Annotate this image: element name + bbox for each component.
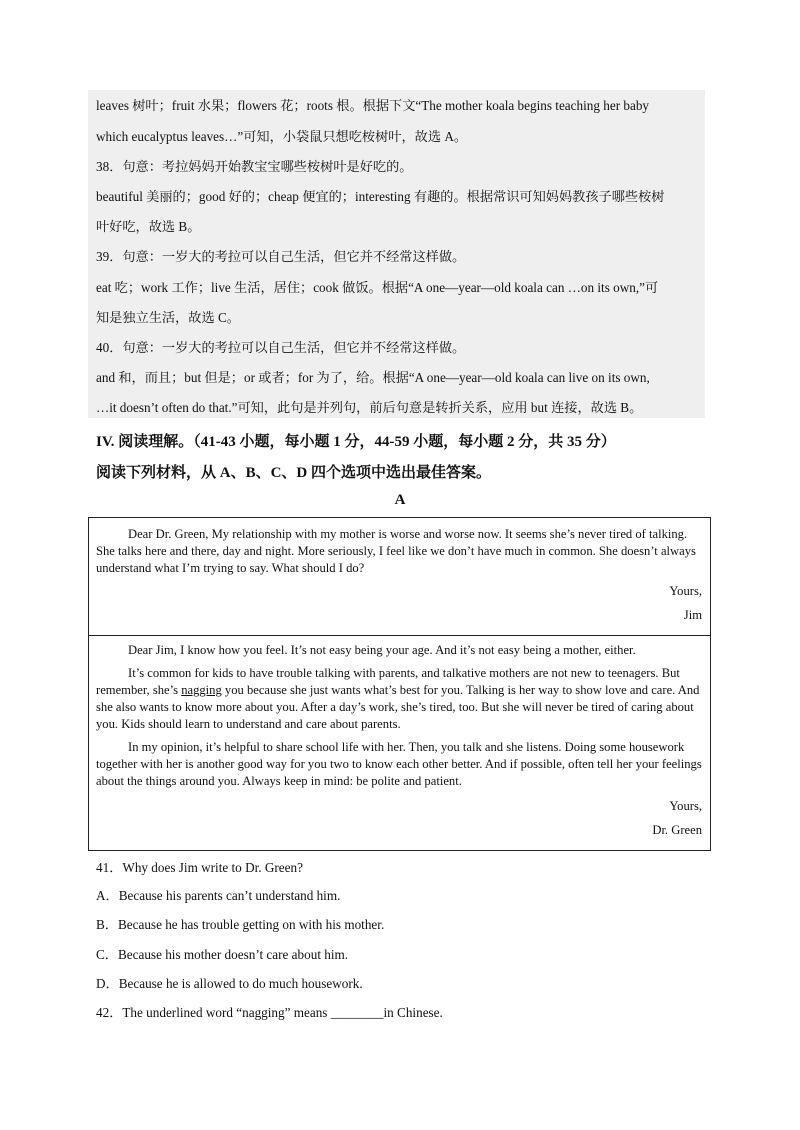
explanation-line: 39．句意：一岁大的考拉可以自己生活，但它并不经常这样做。 — [96, 249, 466, 264]
explanation-line: …it doesn’t often do that.”可知，此句是并列句，前后句意是转折关系，应用 but 连接，故选 B。 — [96, 400, 643, 415]
explanation-line: leaves 树叶；fruit 水果；flowers 花；roots 根。根据下文“The mother koala begins teaching her baby — [96, 98, 650, 113]
explanation-line: 知是独立生活，故选 C。 — [96, 310, 240, 325]
explanation-line: 38．句意：考拉妈妈开始教宝宝哪些桉树叶是好吃的。 — [96, 159, 413, 174]
explanation-line: eat 吃；work 工作；live 生活，居住；cook 做饭。根据“A one—year—old koala can …on its own,”可 — [96, 280, 659, 295]
letter-closing: Yours, — [669, 799, 702, 813]
letter-closing: Yours, — [669, 584, 702, 598]
option-a: A．Because his parents can’t understand him. — [96, 888, 341, 903]
letter-signature: Jim — [683, 608, 702, 622]
option-c: C．Because his mother doesn’t care about him. — [96, 947, 349, 962]
option-d: D．Because he is allowed to do much housework. — [96, 976, 363, 991]
letter-paragraph — [96, 665, 702, 733]
explanation-line: beautiful 美丽的；good 好的；cheap 便宜的；interesting 有趣的。根据常识可知妈妈教孩子哪些桉树 — [96, 189, 665, 204]
letter-from-dr-green — [88, 635, 711, 851]
explanation-line: which eucalyptus leaves…”可知，小袋鼠只想吃桉树叶，故选 A。 — [96, 129, 468, 144]
letter-body: Dear Dr. Green, My relationship with my mother is worse and worse now. It seems she’s never tired of talking. She talks here and there, day and night. More seriously, I feel like we don’t have much in common. She doesn’t always understand what I’m trying to say. What should I do? — [96, 527, 696, 575]
letter-from-jim — [88, 517, 711, 636]
explanation-line: and 和，而且；but 但是；or 或者；for 为了，给。根据“A one—year—old koala can live on its own, — [96, 370, 650, 385]
option-b: B．Because he has trouble getting on with his mother. — [96, 917, 385, 932]
section-heading: IV. 阅读理解。（41-43 小题，每小题 1 分，44-59 小题，每小题 2 分，共 35 分） — [96, 434, 616, 450]
section-instruction: 阅读下列材料，从 A、B、C、D 四个选项中选出最佳答案。 — [96, 465, 492, 481]
passage-label: A — [394, 492, 406, 508]
letter-signature: Dr. Green — [652, 823, 702, 837]
paragraph-text: It’s common for kids to have trouble talking with parents, and talkative mothers are not new to teenagers. But remember, she’s — [96, 666, 680, 697]
letter-paragraph: Dear Jim, I know how you feel. It’s not easy being your age. And it’s not easy being a mother, either. — [128, 643, 636, 657]
paragraph-text: you because she just wants what’s best for you. Talking is her way to show love and care. And she also wants to know more about you. After a day’s work, she’s tired, too. But she will never be tired of caring about you. Kids should learn to understand and care about parents. — [96, 683, 700, 731]
letter-paragraph: In my opinion, it’s helpful to share school life with her. Then, you talk and she listens. Doing some housework together with her is another good way for you two to know each other better. And if possible, often tell her your feelings about the things around you. Always keep in mind: be polite and patient. — [96, 740, 702, 788]
question-41: 41．Why does Jim write to Dr. Green? — [96, 860, 303, 875]
question-42: 42．The underlined word “nagging” means ________in Chinese. — [96, 1005, 443, 1020]
explanation-line: 40．句意：一岁大的考拉可以自己生活，但它并不经常这样做。 — [96, 340, 466, 355]
explanation-line: 叶好吃，故选 B。 — [96, 219, 201, 234]
underlined-word: nagging — [181, 683, 222, 697]
